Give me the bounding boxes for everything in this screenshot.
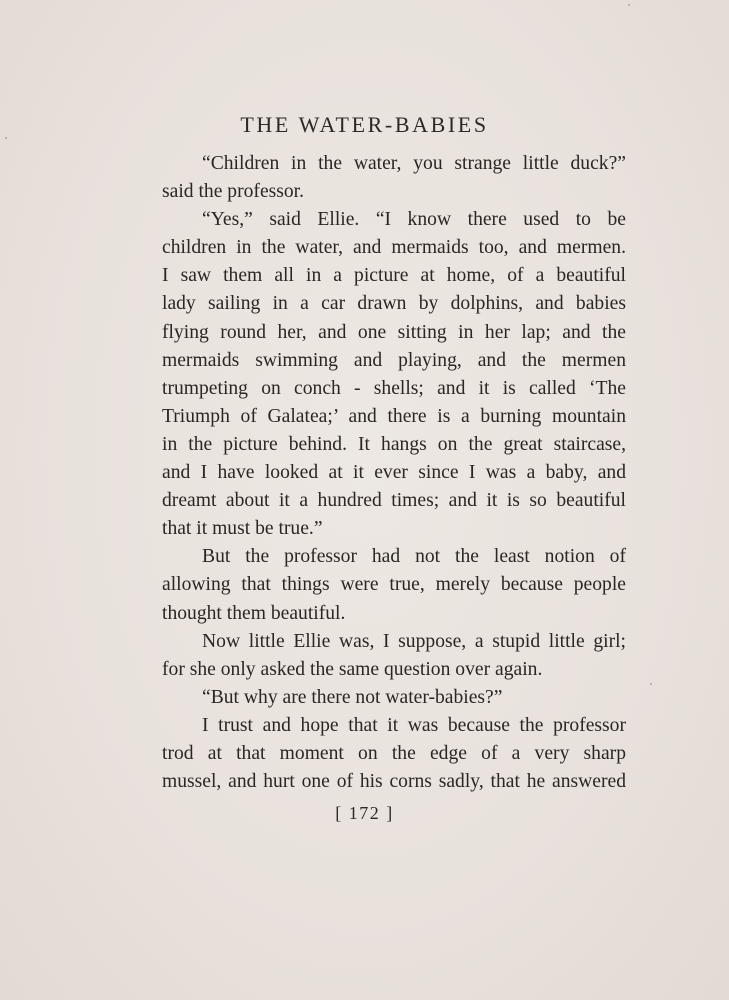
page-number: [ 172 ] (335, 803, 394, 823)
text-line: “Yes,” said Ellie. “I know there used to be (202, 209, 626, 231)
body-text (162, 150, 626, 796)
text-line: trumpeting on conch - shells; and it is called ‘The (162, 377, 626, 399)
text-line: I trust and hope that it was because the professor (202, 714, 626, 736)
text-line: Now little Ellie was, I suppose, a stupid little girl; (202, 630, 626, 652)
text-line: lady sailing in a car drawn by dolphins, and babies (162, 293, 626, 315)
text-line: for she only asked the same question over again. (162, 658, 543, 680)
text-line: Triumph of Galatea;’ and there is a burning mountain (162, 405, 626, 427)
text-line: But the professor had not the least notion of (202, 546, 626, 568)
text-line: “But why are there not water-babies?” (202, 686, 503, 708)
text-line: “Children in the water, you strange little duck?” (202, 153, 626, 174)
paper-speck (650, 683, 652, 685)
text-line: thought them beautiful. (162, 602, 346, 624)
text-line: mussel, and hurt one of his corns sadly, that he answered (162, 771, 626, 793)
text-line: said the professor. (162, 181, 305, 203)
text-line: in the picture behind. It hangs on the great staircase, (162, 433, 626, 455)
text-line: I saw them all in a picture at home, of a beautiful (162, 265, 626, 287)
text-line: and I have looked at it ever since I was a baby, and (162, 462, 626, 484)
text-line: dreamt about it a hundred times; and it is so beautiful (162, 490, 626, 512)
text-line: flying round her, and one sitting in her lap; and the (162, 321, 626, 343)
text-line: children in the water, and mermaids too, and mermen. (162, 237, 626, 259)
text-line: trod at that moment on the edge of a very sharp (162, 742, 626, 764)
paper-speck (628, 4, 630, 6)
paper-speck (5, 137, 7, 139)
text-line: allowing that things were true, merely because people (162, 574, 626, 596)
running-title: THE WATER-BABIES (240, 112, 489, 137)
text-line: that it must be true.” (162, 518, 323, 540)
text-line: mermaids swimming and playing, and the mermen (162, 349, 626, 371)
